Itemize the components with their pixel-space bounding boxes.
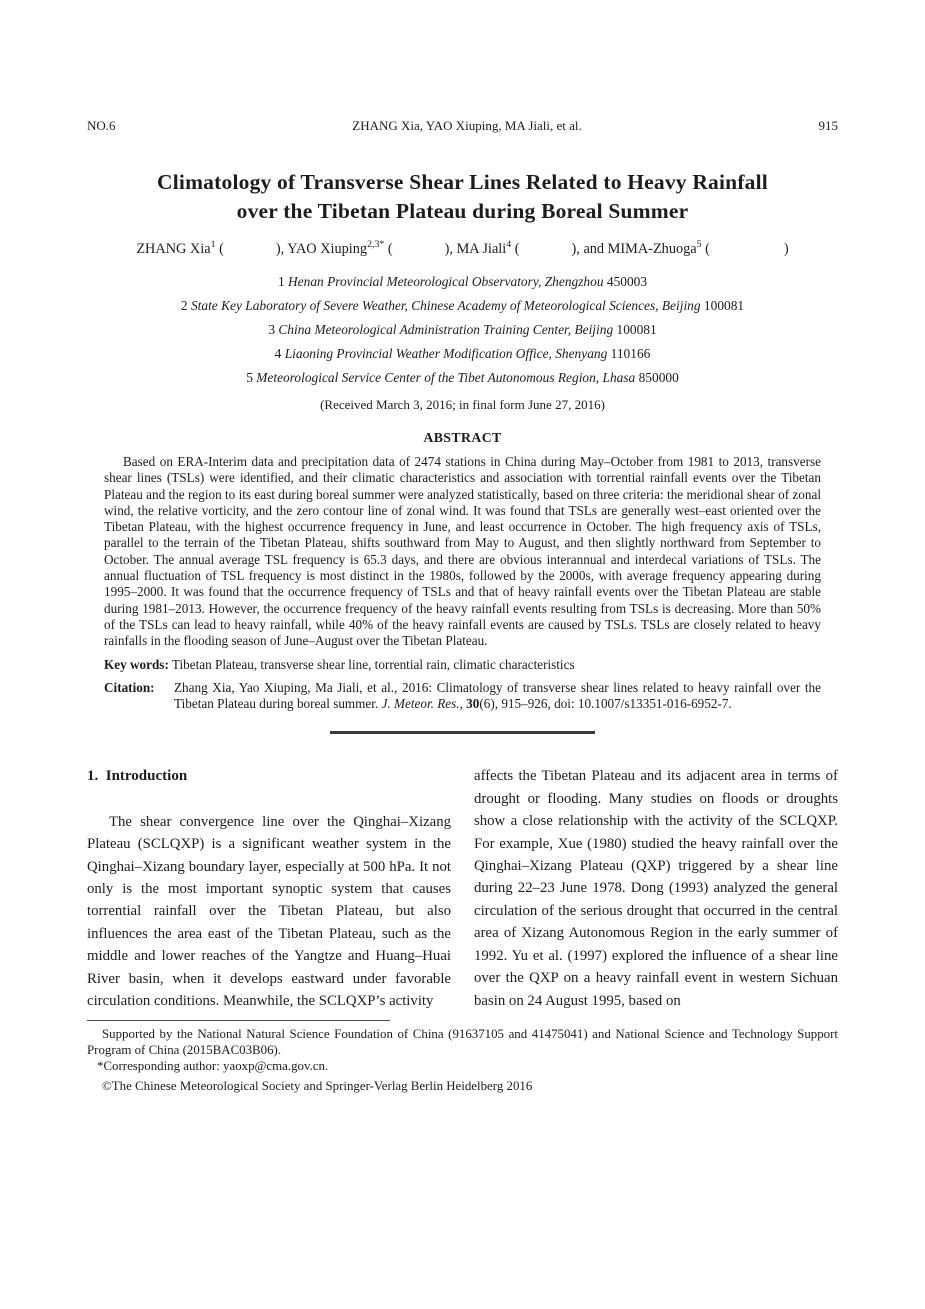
affiliation-number: 1 xyxy=(277,274,285,289)
author-paren-close: ), xyxy=(275,241,288,257)
author-line xyxy=(87,241,838,258)
affiliation-postcode: 100081 xyxy=(616,322,657,337)
abstract-paragraph: Based on ERA-Interim data and precipitation data of 2474 stations in China during May–October from 1981 to 2013, transverse shear lines (TSLs) were identified, and their climatic characteristics and association with torrential rainfall events over the Tibetan Plateau and the region to its east during boreal summer were analyzed statistically, based on three criteria: the meridional shear of zonal wind, the relative vorticity, and the zero contour line of zonal wind. It was found that TSLs are generally west–east oriented over the Tibetan Plateau, with the highest occurrence frequency in June, and least occurrence in October. The high frequency axis of TSLs, parallel to the terrain of the Tibetan Plateau, shifts southward from May to August, and then slightly northward from September to October. The annual average TSL frequency is 65.3 days, and there are obvious interannual and interdecal variations of TSLs. The annual fluctuation of TSL frequency is most distinct in the 1980s, followed by the 2000s, with average frequency appearing during 1995–2000. It was found that the occurrence frequency of TSLs and that of heavy rainfall events over the Tibetan Plateau are stable during 1981–2013. However, the occurrence frequency of the heavy rainfall events resulting from TSLs is decreasing. More than 50% of the TSLs can lead to heavy rainfall, while 40% of the heavy rainfall events are caused by TSLs. TSLs are closely related to heavy rainfalls in the flooding season of June–August over the Tibetan Plateau. xyxy=(104,454,821,649)
affiliation-number: 2 xyxy=(180,298,188,313)
author-name: MIMA-Zhuoga xyxy=(607,241,697,257)
citation-journal-name: J. Meteor. Res. xyxy=(381,696,460,712)
author-paren-close: ) xyxy=(783,241,789,257)
affiliation-text: Meteorological Service Center of the Tibet Autonomous Region, Lhasa xyxy=(256,370,636,385)
section-divider-rule xyxy=(330,731,595,734)
affiliation-text: State Key Laboratory of Severe Weather, Chinese Academy of Meteorological Sciences, Beijing xyxy=(190,298,701,313)
abstract-heading: ABSTRACT xyxy=(423,430,502,445)
footnote-block xyxy=(87,1020,838,1095)
affiliation-postcode: 450003 xyxy=(606,274,648,289)
author-affiliation-superscript: 2,3* xyxy=(367,239,385,251)
right-column xyxy=(474,765,838,1012)
keywords-text: Tibetan Plateau, transverse shear line, torrential rain, climatic characteristics xyxy=(171,656,575,672)
citation-label: Citation: xyxy=(104,679,155,695)
affiliation-line xyxy=(87,270,838,294)
footnote-rule xyxy=(87,1020,390,1021)
affiliation-line xyxy=(87,366,838,390)
body-columns xyxy=(87,765,838,1012)
article-title-line2: over the Tibetan Plateau during Boreal Summer xyxy=(236,199,689,223)
article-title-line1: Climatology of Transverse Shear Lines Related to Heavy Rainfall xyxy=(157,170,768,194)
author-affiliation-superscript: 4 xyxy=(506,239,512,251)
citation-text-part3: (6), 915–926, doi: 10.1007/s13351-016-6952-7. xyxy=(479,696,732,712)
author-paren-close: ), and xyxy=(571,241,608,257)
author-paren-open: ( xyxy=(384,241,393,257)
author-affiliation-superscript: 5 xyxy=(696,239,702,251)
affiliation-line xyxy=(87,342,838,366)
affiliation-line xyxy=(87,294,838,318)
affiliation-text: Liaoning Provincial Weather Modification Office, Shenyang xyxy=(284,346,608,361)
footnote-corresponding-author: *Corresponding author: yaoxp@cma.gov.cn. xyxy=(97,1059,329,1074)
affiliation-postcode: 110166 xyxy=(610,346,651,361)
affiliation-number: 4 xyxy=(274,346,282,361)
author-name: YAO Xiuping xyxy=(287,241,368,257)
affiliation-number: 5 xyxy=(246,370,253,385)
intro-right-paragraph: affects the Tibetan Plateau and its adjacent area in terms of drought or flooding. Many studies on floods or droughts show a close relationship with the activity of the SCLQXP. For example, Xue (1980) studied the heavy rainfall over the Qinghai–Xizang Plateau (QXP) triggered by a shear line during 22–23 June 1978. Dong (1993) analyzed the general circulation of the serious drought that occurred in the central area of Xizang Autonomous Region in the early summer of 1992. Yu et al. (1997) explored the influence of a shear line over the QXP on a heavy rainfall event in western Sichuan basin on 24 August 1995, based on xyxy=(474,768,838,1009)
affiliations-block xyxy=(87,270,838,390)
intro-left-paragraph: The shear convergence line over the Qinghai–Xizang Plateau (SCLQXP) is a significant weather system in the Qinghai–Xizang boundary layer, especially at 500 hPa. It not only is the most important synoptic system that causes torrential rainfall over the Tibetan Plateau, but also influences the area east of the Tibetan Plateau, such as the middle and lower reaches of the Yangtze and Huang–Huai River basin, when it develops eastward under favorable circulation conditions. Meanwhile, the SCLQXP’s activity xyxy=(87,813,451,1010)
affiliation-text: Henan Provincial Meteorological Observatory, Zhengzhou xyxy=(288,274,604,289)
author-paren-open: ( xyxy=(511,241,520,257)
affiliation-text: China Meteorological Administration Training Center, Beijing xyxy=(278,322,614,337)
running-head-authors: ZHANG Xia, YAO Xiuping, MA Jiali, et al. xyxy=(352,118,582,133)
citation-volume: 30 xyxy=(466,696,480,712)
author-paren-open: ( xyxy=(215,241,224,257)
running-head-issue: NO.6 xyxy=(87,118,116,133)
citation-text-part2: , xyxy=(459,696,467,712)
abstract-body xyxy=(104,454,821,650)
affiliation-postcode: 100081 xyxy=(703,298,745,313)
running-head xyxy=(87,118,838,134)
affiliation-line xyxy=(87,318,838,342)
author-affiliation-superscript: 1 xyxy=(210,239,216,251)
left-column xyxy=(87,765,451,1012)
footnote-funding: Supported by the National Natural Science Foundation of China (91637105 and 41475041) and National Science and Technology Support Program of China (2015BAC03B06). xyxy=(87,1026,838,1057)
footnote-copyright: ©The Chinese Meteorological Society and Springer-Verlag Berlin Heidelberg 2016 xyxy=(102,1078,533,1093)
author-paren-open: ( xyxy=(701,241,710,257)
citation-block xyxy=(104,680,821,713)
keywords-label: Key words: xyxy=(104,656,169,672)
keywords-line xyxy=(104,657,821,673)
author-name: MA Jiali xyxy=(456,241,507,257)
author-name: ZHANG Xia xyxy=(136,241,211,257)
affiliation-postcode: 850000 xyxy=(638,370,679,385)
citation-text-part1: Zhang Xia, Yao Xiuping, Ma Jiali, et al., 2016: Climatology of transverse shear lines related to heavy rainfall over the Tibetan Plateau during boreal summer. xyxy=(174,679,821,712)
article-title xyxy=(87,168,838,226)
section-heading-introduction: 1. Introduction xyxy=(87,768,188,785)
author-paren-close: ), xyxy=(444,241,457,257)
running-head-page-number: 915 xyxy=(818,118,838,133)
affiliation-number: 3 xyxy=(268,322,276,337)
received-dates-line: (Received March 3, 2016; in final form June 27, 2016) xyxy=(320,397,605,412)
